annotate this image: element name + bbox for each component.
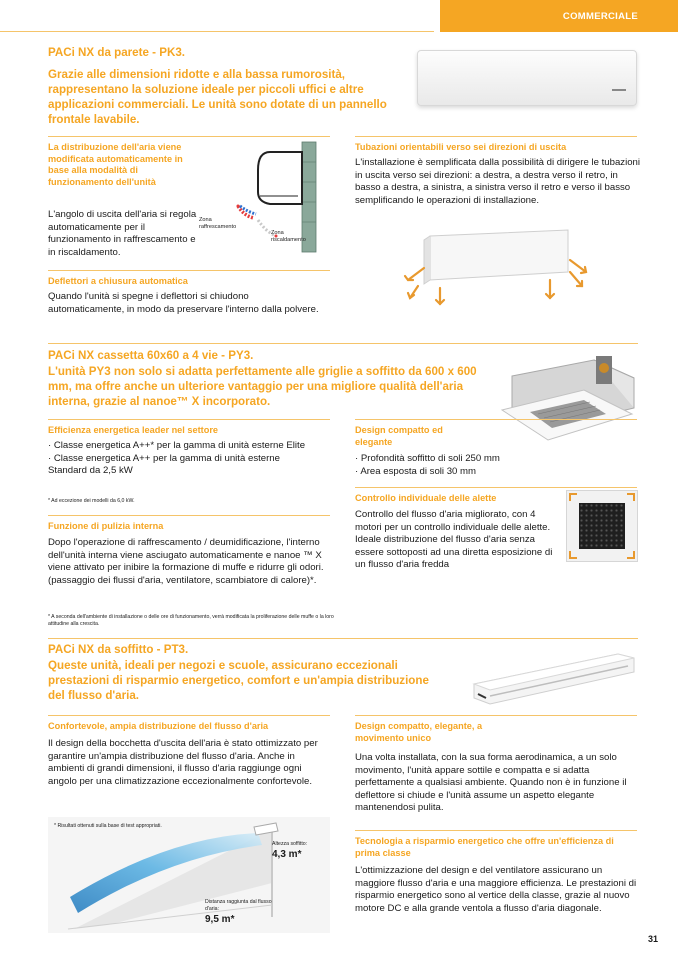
- cassette-louvre-image: [566, 490, 638, 562]
- wall-defl-rule: [48, 270, 330, 271]
- ceiling-design-title: Design compatto, elegante, a movimento unico: [355, 721, 483, 743]
- wall-defl-title: Deflettori a chiusura automatica: [48, 276, 188, 286]
- cassette-title: PACi NX cassetta 60x60 a 4 vie - PY3.: [48, 349, 254, 362]
- ceiling-unit-image: [468, 650, 638, 710]
- cassette-unit-image: [498, 348, 638, 443]
- ceiling-tech-rule: [355, 830, 637, 831]
- ceiling-tech-text: L'ottimizzazione del design e del ventilatore assicurano un maggiore flusso d'aria e una maggiore efficienza. Le prestazioni di risparmio energetico sono al vertice della classe, grazie al nuovo motore DC e alla grande ventola a flusso d'aria diagonale.: [355, 865, 637, 914]
- cassette-clean-rule: [48, 515, 330, 516]
- wall-dist-title: La distribuzione dell'aria viene modificata automaticamente in base alla modalità di funzionamento dell'unità: [48, 142, 183, 187]
- height-label: Altezza soffitto:: [272, 841, 308, 847]
- cassette-design-rule: [355, 419, 637, 420]
- cassette-eff-note: * Ad eccezione dei modelli da 6,0 kW.: [48, 498, 135, 504]
- header-tab-label: COMMERCIALE: [562, 11, 638, 22]
- cassette-ctrl-rule: [355, 487, 637, 488]
- wall-pipe-rule: [355, 136, 637, 137]
- wall-dist-text: L'angolo di uscita dell'aria si regola automaticamente per il funzionamento in raffrescamento e in riscaldamento.: [48, 209, 197, 258]
- ceiling-comfort-text: Il design della bocchetta d'uscita dell'aria è stato ottimizzato per garantire un'ampia distribuzione del flusso d'aria. Anche in ambienti di grandi dimensioni, il flusso d'aria raggiunge ogni angolo per una climatizzazione eccezionalmente confortevole.: [48, 738, 318, 787]
- cassette-design-title: Design compatto ed elegante: [355, 425, 443, 447]
- cassette-clean-title: Funzione di pulizia interna: [48, 521, 164, 531]
- height-value: 4,3 m*: [272, 849, 302, 860]
- header-tab: [440, 0, 678, 32]
- ceiling-design-rule: [355, 715, 637, 716]
- cassette-eff-title: Efficienza energetica leader nel settore: [48, 425, 219, 435]
- cassette-clean-note: * A seconda dell'ambiente di installazione o delle ore di funzionamento, verrà modificata la proliferazione delle muffe o la loro attitudine alla crescita.: [48, 614, 334, 627]
- list-item: · Profondità soffitto di soli 250 mm: [355, 453, 500, 464]
- cassette-ctrl-text: Controllo del flusso d'aria migliorato, con 4 motori per un controllo individuale delle alette. Ideale distribuzione del flusso d'aria senza essere sottoposti ad una diretta esposizione di un flusso d'aria fredda: [355, 509, 553, 571]
- wall-pipe-title: Tubazioni orientabili verso sei direzioni di uscita: [355, 142, 567, 152]
- diagram-note: * Risultati ottenuti sulla base di test appropriati.: [54, 823, 162, 829]
- cassette-ctrl-title: Controllo individuale delle alette: [355, 493, 497, 503]
- header-bar: [0, 0, 678, 34]
- ceiling-title: PACi NX da soffitto - PT3.: [48, 643, 189, 656]
- list-item: · Area esposta di soli 30 mm: [355, 465, 477, 477]
- zone-cool-label: Zona raffrescamento: [199, 217, 237, 230]
- wall-intro: Grazie alle dimensioni ridotte e alla bassa rumorosità, rappresentano la soluzione ideale per piccoli uffici e altre applicazioni commerciali. Le unità sono dotate di un pannello frontale lavabile.: [48, 68, 387, 126]
- list-item: · Classe energetica A++* per la gamma di unità esterne Elite: [48, 440, 306, 451]
- page-number: 31: [648, 934, 659, 944]
- cassette-intro: L'unità PY3 non solo si adatta perfettamente alle griglie a soffitto da 600 x 600 mm, ma offre anche un ulteriore vantaggio per una migliore qualità dell'aria interna, grazie al nanoe™ X incorporato.: [48, 365, 477, 408]
- cassette-clean-text: Dopo l'operazione di raffrescamento / deumidificazione, l'interno dell'unità interna viene asciugato automaticamente e nanoe ™ X viene attivato per inibire la formazione di muffe e ridurre gli odori. (passaggio dei flussi d'aria, ventilatore, scambiatore di calore)*.: [48, 537, 324, 586]
- ceiling-tech-title: Tecnologia a risparmio energetico che offre un'efficienza di prima classe: [355, 836, 614, 858]
- distance-label: Distanza raggiunta dal flusso d'aria:: [205, 899, 272, 912]
- ceiling-comfort-title: Confortevole, ampia distribuzione del flusso d'aria: [48, 721, 269, 731]
- cassette-eff-list: [48, 440, 320, 478]
- cassette-rule: [48, 343, 638, 344]
- wall-dist-rule: [48, 136, 330, 137]
- wall-pipe-text: L'installazione è semplificata dalla possibilità di dirigere le tubazioni in uscita verso sei direzioni: a destra, a destra verso il retro, in basso a destra, a sinistra, a sinistra verso il retro e verso il basso semplificando le operazioni di installazione.: [355, 157, 641, 206]
- cassette-design-list: [355, 453, 555, 478]
- cassette-eff-rule: [48, 419, 330, 420]
- header-rule: [0, 31, 434, 32]
- list-item: · Classe energetica A++ per la gamma di unità esterne Standard da 2,5 kW: [48, 452, 280, 477]
- airflow-diagram: [48, 817, 330, 933]
- pipe-directions-diagram: [400, 222, 590, 306]
- ceiling-rule: [48, 638, 638, 639]
- wall-defl-text: Quando l'unità si spegne i deflettori si chiudono automaticamente, in modo da preservare l'interno dalla polvere.: [48, 291, 319, 315]
- ceiling-intro: Queste unità, ideali per negozi e scuole, assicurano eccezionali prestazioni di risparmio energetico, comfort e un'ampia distribuzione del flusso d'aria.: [48, 659, 429, 702]
- wall-title: PACi NX da parete - PK3.: [48, 46, 186, 59]
- distance-value: 9,5 m*: [205, 914, 235, 925]
- zone-heat-label: Zona riscaldamento: [271, 230, 306, 243]
- ceiling-design-text: Una volta installata, con la sua forma aerodinamica, a un solo movimento, l'unità appare sottile e compatta e si adatta perfettamente a qualsiasi ambiente. Quando non è in funzione il deflettore si chiude e l'unità assume un aspetto elegante mantenendosi pulita.: [355, 752, 627, 814]
- ceiling-comfort-rule: [48, 715, 330, 716]
- wall-unit-image: [417, 50, 637, 106]
